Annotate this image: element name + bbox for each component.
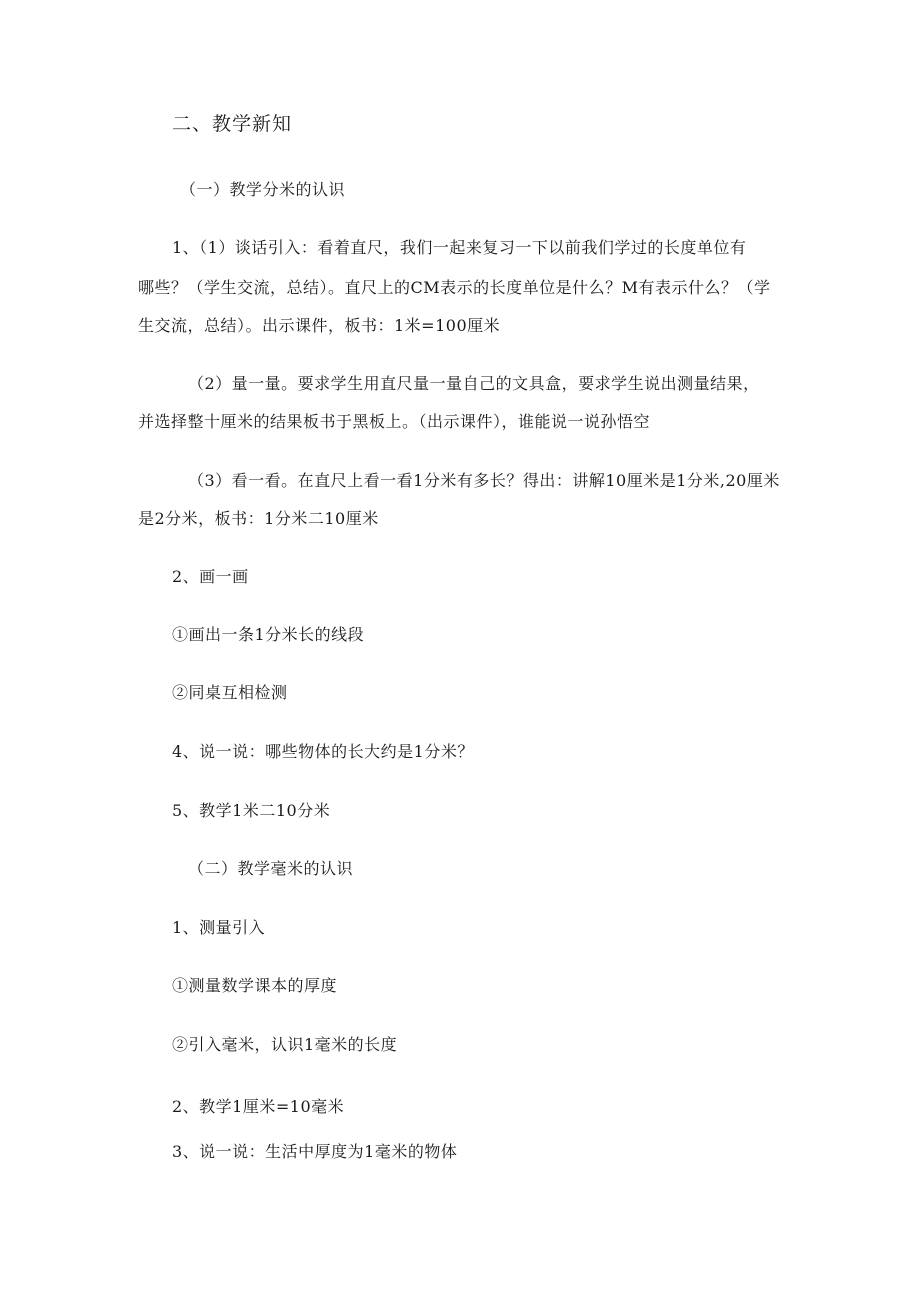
part2-item-1: 1、测量引入 [172,918,266,937]
section-title: 二、教学新知 [172,113,293,135]
item-2-b: ②同桌互相检测 [172,683,288,702]
part1-title: （一）教学分米的认识 [180,180,346,199]
paragraph-1-line-2: 哪些？（学生交流，总结）。直尺上的CM表示的长度单位是什么？M有表示什么？（学 [138,278,771,297]
paragraph-3-line-2: 是2分米，板书：1分米二10厘米 [138,509,379,528]
part2-item-2: 2、教学1厘米=10毫米 [172,1097,345,1116]
part2-item-3: 3、说一说：生活中厚度为1毫米的物体 [172,1142,458,1161]
item-5: 5、教学1米二10分米 [172,801,331,820]
part2-item-1-b: ②引入毫米，认识1毫米的长度 [172,1035,398,1054]
part2-title: （二）教学毫米的认识 [188,859,354,878]
paragraph-1-line-3: 生交流，总结）。出示课件，板书：1米=100厘米 [138,316,501,335]
item-2-a: ①画出一条1分米长的线段 [172,625,365,644]
part2-item-1-a: ①测量数学课本的厚度 [172,976,338,995]
paragraph-2-line-2: 并选择整十厘米的结果板书于黑板上。（出示课件），谁能说一说孙悟空 [138,412,651,431]
paragraph-1-line-1: 1、（1）谈话引入：看着直尺，我们一起来复习一下以前我们学过的长度单位有 [172,238,747,257]
paragraph-3-line-1: （3）看一看。在直尺上看一看1分米有多长？得出：讲解10厘米是1分米,20厘米 [188,471,780,490]
item-2: 2、画一画 [172,567,249,586]
item-4: 4、说一说：哪些物体的长大约是1分米？ [172,742,474,761]
paragraph-2-line-1: （2）量一量。要求学生用直尺量一量自己的文具盒，要求学生说出测量结果， [188,374,760,393]
